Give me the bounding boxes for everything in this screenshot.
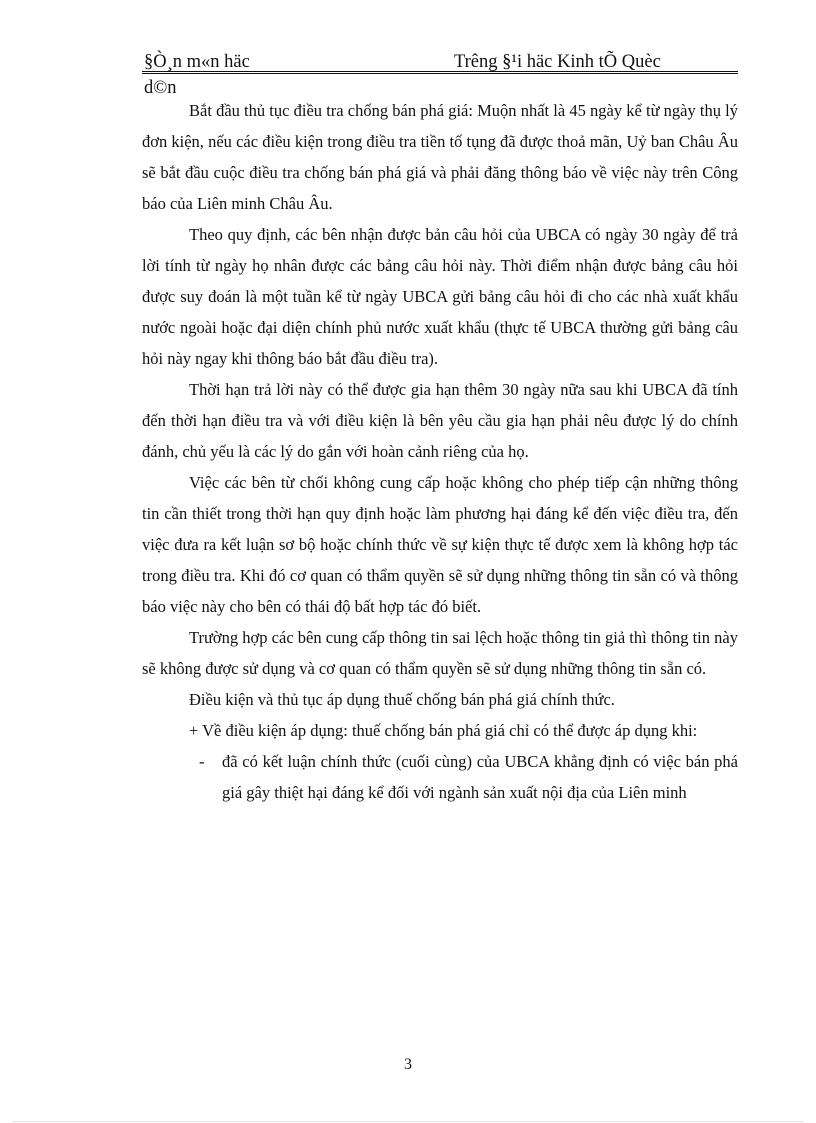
list-item-text: đã có kết luận chính thức (cuối cùng) của UBCA khẳng định có việc bán phá giá gây thiệt hại đáng kể đối với ngành sản xuất nội địa của Liên minh: [222, 752, 738, 802]
header-continuation-text: d©n: [144, 78, 177, 98]
paragraph: Bắt đầu thủ tục điều tra chống bán phá giá: Muộn nhất là 45 ngày kể từ ngày thụ lý đơn kiện, nếu các điều kiện trong điều tra tiền tố tụng đã được thoả mãn, Uỷ ban Châu Âu sẽ bắt đầu cuộc điều tra chống bán phá giá và phải đăng thông báo về việc này trên Công báo của Liên minh Châu Âu.: [142, 101, 738, 213]
paragraph: Điều kiện và thủ tục áp dụng thuế chống bán phá giá chính thức.: [189, 690, 615, 709]
header-underline: [142, 71, 738, 74]
page-bottom-divider: [12, 1121, 804, 1122]
paragraph: Việc các bên từ chối không cung cấp hoặc không cho phép tiếp cận những thông tin cần thiết trong thời hạn quy định hoặc làm phương hại đáng kể đến việc điều tra, đến việc đưa ra kết luận sơ bộ hoặc chính thức về sự kiện thực tế được xem là không hợp tác trong điều tra. Khi đó cơ quan có thẩm quyền sẽ sử dụng những thông tin sẵn có và thông báo việc này cho bên có thái độ bất hợp tác đó biết.: [142, 473, 738, 616]
document-body: [142, 95, 738, 808]
paragraph: Trường hợp các bên cung cấp thông tin sai lệch hoặc thông tin giả thì thông tin này sẽ không được sử dụng và cơ quan có thẩm quyền sẽ sử dụng những thông tin sẵn có.: [142, 628, 738, 678]
list-dash-marker: -: [199, 752, 205, 771]
header-right-text: Trêng §¹i häc Kinh tÕ Quèc: [454, 52, 661, 72]
paragraph: + Về điều kiện áp dụng: thuế chống bán phá giá chỉ có thể được áp dụng khi:: [189, 721, 698, 740]
page-number: 3: [404, 1056, 412, 1073]
header-left-text: §Ò¸n m«n häc: [144, 52, 250, 72]
list-item: [142, 746, 738, 808]
paragraph: Theo quy định, các bên nhận được bản câu hỏi của UBCA có ngày 30 ngày để trả lời tính từ ngày họ nhân được các bảng câu hỏi này. Thời điểm nhận được bảng câu hỏi được suy đoán là một tuần kể từ ngày UBCA gửi bảng câu hỏi đi cho các nhà xuất khẩu nước ngoài hoặc đại diện chính phủ nước xuất khẩu (thực tế UBCA thường gửi bảng câu hỏi này ngay khi thông báo bắt đầu điều tra).: [142, 225, 738, 368]
paragraph: Thời hạn trả lời này có thể được gia hạn thêm 30 ngày nữa sau khi UBCA đã tính đến thời hạn điều tra và với điều kiện là bên yêu cầu gia hạn phải nêu được lý do chính đánh, chủ yếu là các lý do gắn với hoàn cảnh riêng của họ.: [142, 380, 738, 461]
